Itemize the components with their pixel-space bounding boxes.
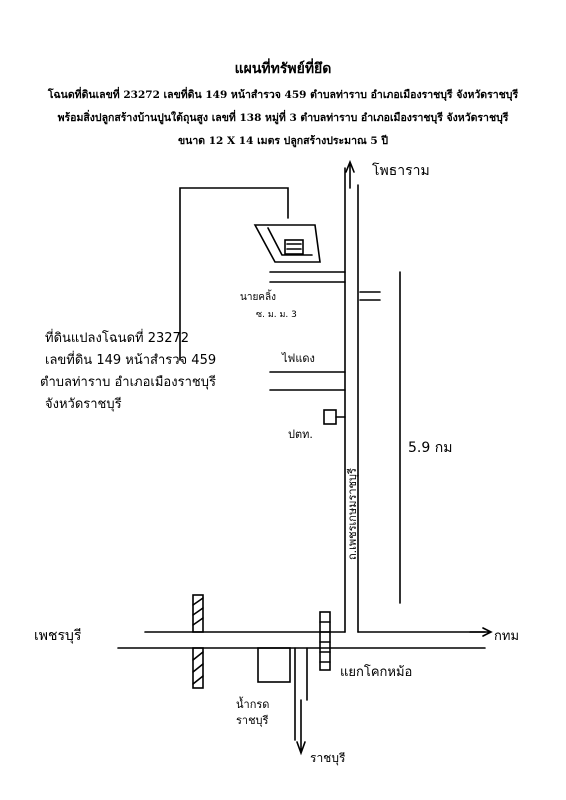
label-bottom: ราชบุรี xyxy=(310,751,346,765)
land-note-2: เลขที่ดิน 149 หน้าสำรวจ 459 xyxy=(45,353,217,368)
house-hatch xyxy=(285,240,303,254)
size-line: ขนาด 12 X 14 เมตร ปลูกสร้างประมาณ 5 ปี xyxy=(178,135,388,147)
label-distance: 5.9 กม xyxy=(408,440,453,456)
east-arrow xyxy=(470,628,491,636)
strip-hatch xyxy=(193,598,203,605)
label-house: นายคลิ้ง xyxy=(240,292,277,303)
label-pole: ไฟแดง xyxy=(282,352,315,365)
strip-hatch xyxy=(193,664,203,672)
south-arrow xyxy=(297,700,305,753)
label-top: โพธาราม xyxy=(372,163,430,179)
label-south-2: ราชบุรี xyxy=(236,714,269,727)
south-building xyxy=(258,648,290,682)
land-note-1: ที่ดินแปลงโฉนดที่ 23272 xyxy=(45,331,190,346)
ptt-box xyxy=(324,410,336,424)
land-note-3: ตำบลท่าราบ อำเภอเมืองราชบุรี xyxy=(40,375,216,390)
map-title: แผนที่ทรัพย์ที่ยึด xyxy=(234,61,332,77)
land-note-4: จังหวัดราชบุรี xyxy=(45,397,122,412)
title-deed-line: โฉนดที่ดินเลขที่ 23272 เลขที่ดิน 149 หน้าสำรวจ 459 ตำบลท่าราบ อำเภอเมืองราชบุรี จังหวัดราชบุรี xyxy=(47,89,519,101)
building-line: พร้อมสิ่งปลูกสร้างบ้านปูนใต้ถุนสูง เลขที่ 138 หมู่ที่ 3 ตำบลท่าราบ อำเภอเมืองราชบุรี จังหวัดราชบุรี xyxy=(57,112,509,124)
label-road: ถ.เพชรเกษมราชบุรี xyxy=(346,468,359,560)
strip-hatch xyxy=(193,652,203,660)
strip-hatch xyxy=(193,608,203,615)
label-east: กทม xyxy=(494,629,520,644)
north-arrow xyxy=(346,162,354,188)
plot-outline xyxy=(180,188,288,360)
label-village: ซ. ม. ม. 3 xyxy=(256,310,297,320)
label-post: ปตท. xyxy=(288,428,313,441)
label-south-1: น้ำกรด xyxy=(236,698,270,711)
label-west: เพชรบุรี xyxy=(34,628,82,644)
strip-hatch xyxy=(193,676,203,684)
strip-hatch xyxy=(193,618,203,625)
label-junction: แยกโคกหม้อ xyxy=(340,665,413,680)
